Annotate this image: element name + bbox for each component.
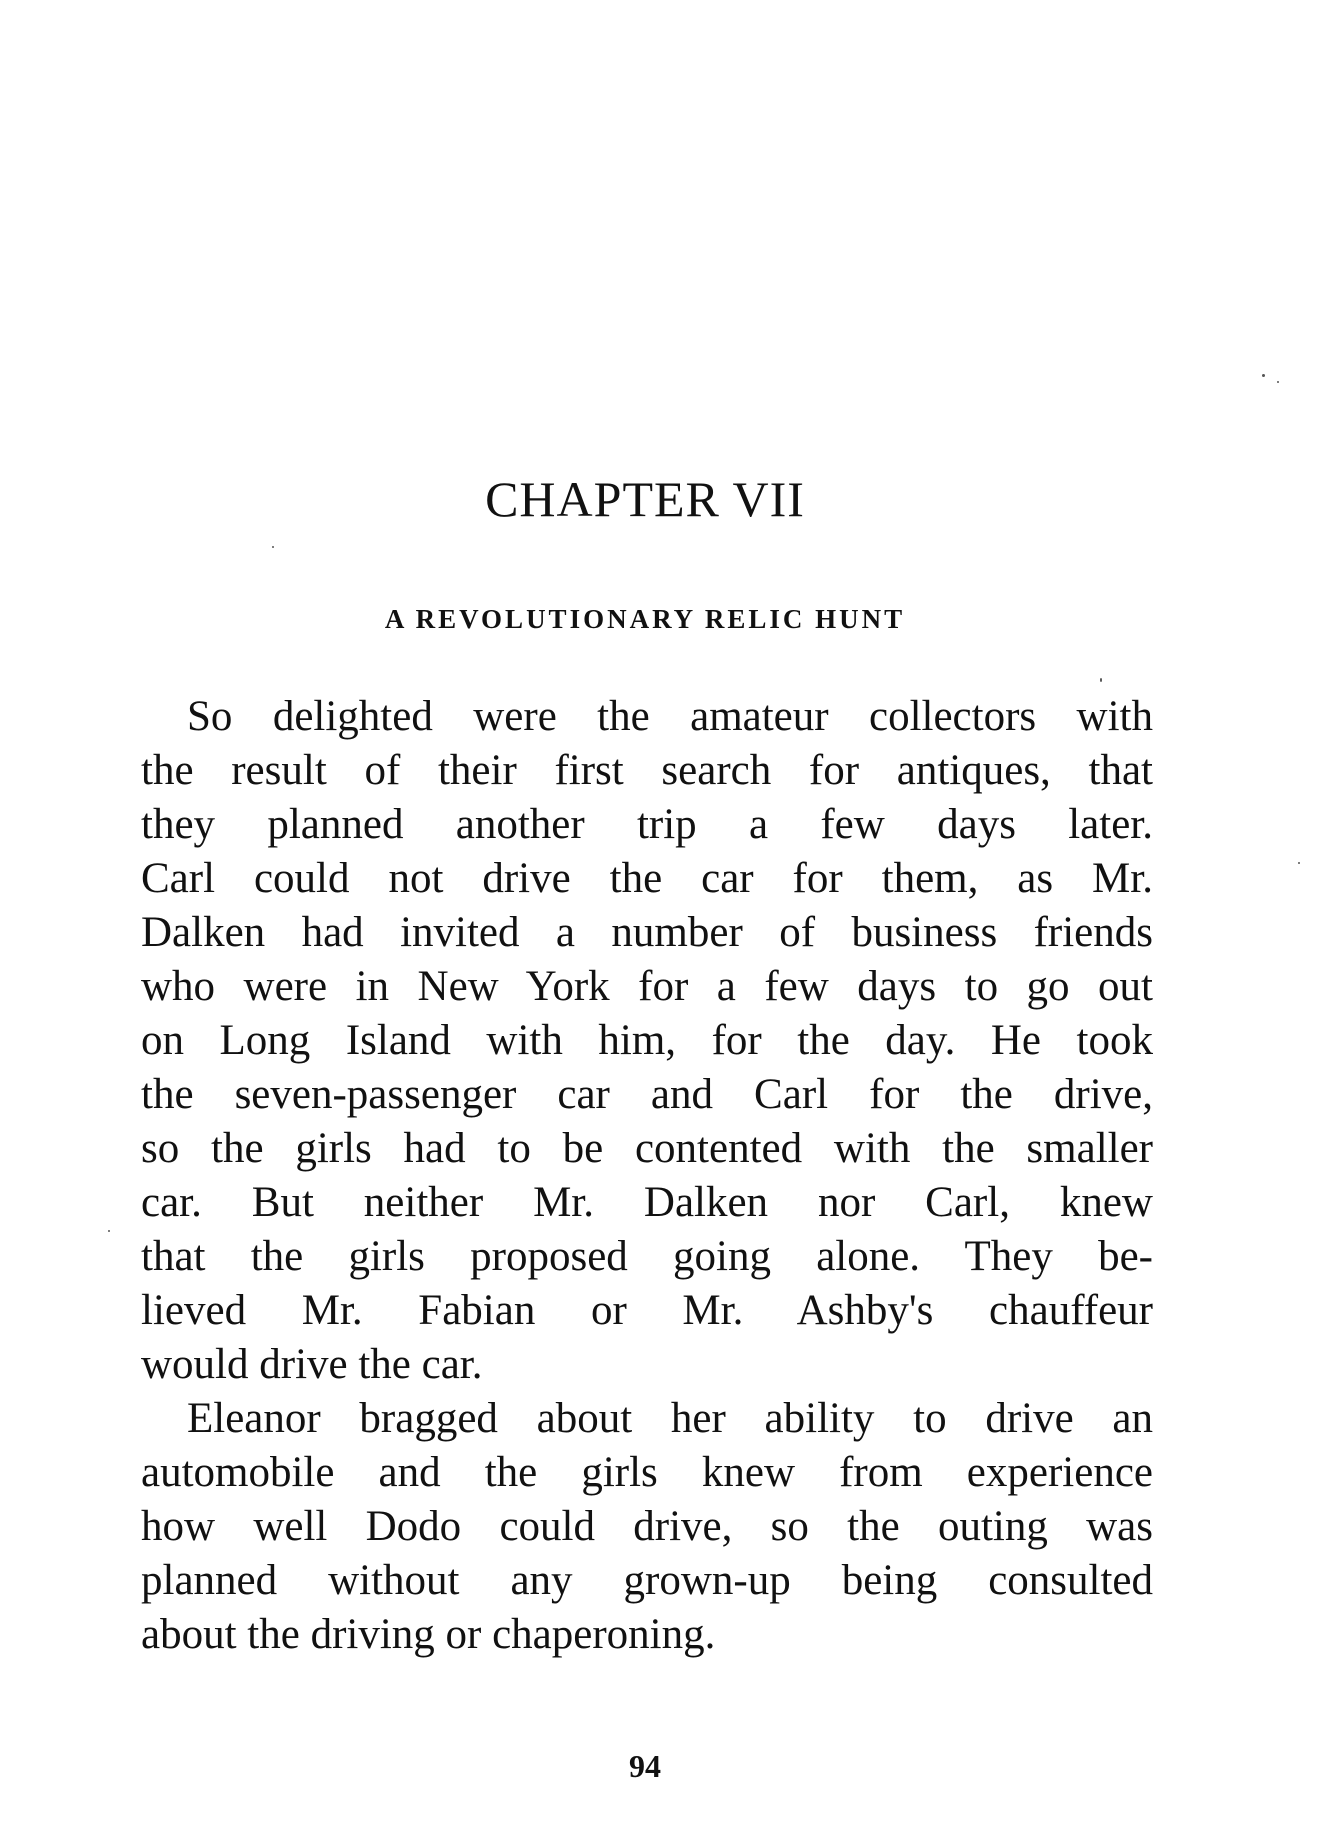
scan-speck — [1277, 381, 1279, 383]
text-line: on Long Island with him, for the day. He took — [141, 1017, 1153, 1064]
paragraph-1 — [141, 690, 1153, 1392]
page-number: 94 — [629, 1748, 661, 1784]
paragraph-2 — [141, 1392, 1153, 1662]
text-line: automobile and the girls knew from experience — [141, 1449, 1153, 1496]
text-line: the result of their first search for antiques, that — [141, 747, 1153, 794]
text-line: about the driving or chaperoning. — [141, 1611, 716, 1658]
text-line: So delighted were the amateur collectors with — [187, 693, 1153, 740]
scan-speck — [108, 1230, 110, 1232]
text-line: lieved Mr. Fabian or Mr. Ashby's chauffeur — [141, 1287, 1153, 1334]
text-line: would drive the car. — [141, 1341, 483, 1388]
text-line: Dalken had invited a number of business friends — [141, 909, 1153, 956]
chapter-title: A REVOLUTIONARY RELIC HUNT — [384, 604, 906, 634]
text-line: the seven-passenger car and Carl for the drive, — [141, 1071, 1153, 1118]
body-text — [141, 690, 1153, 1662]
text-line: Carl could not drive the car for them, as Mr. — [141, 855, 1153, 902]
scan-speck — [1262, 374, 1265, 377]
scan-speck — [1298, 862, 1300, 864]
scan-speck — [1100, 678, 1102, 682]
text-line: they planned another trip a few days later. — [141, 801, 1153, 848]
chapter-heading: CHAPTER VII — [485, 471, 805, 527]
text-line: who were in New York for a few days to go out — [141, 963, 1153, 1010]
text-line: planned without any grown-up being consulted — [141, 1557, 1153, 1604]
text-line: so the girls had to be contented with the smaller — [141, 1125, 1153, 1172]
scan-speck — [272, 546, 274, 548]
text-line: that the girls proposed going alone. They be- — [141, 1233, 1153, 1280]
text-line: how well Dodo could drive, so the outing was — [141, 1503, 1153, 1550]
text-line: Eleanor bragged about her ability to drive an — [187, 1395, 1153, 1442]
text-line: car. But neither Mr. Dalken nor Carl, knew — [141, 1179, 1153, 1226]
